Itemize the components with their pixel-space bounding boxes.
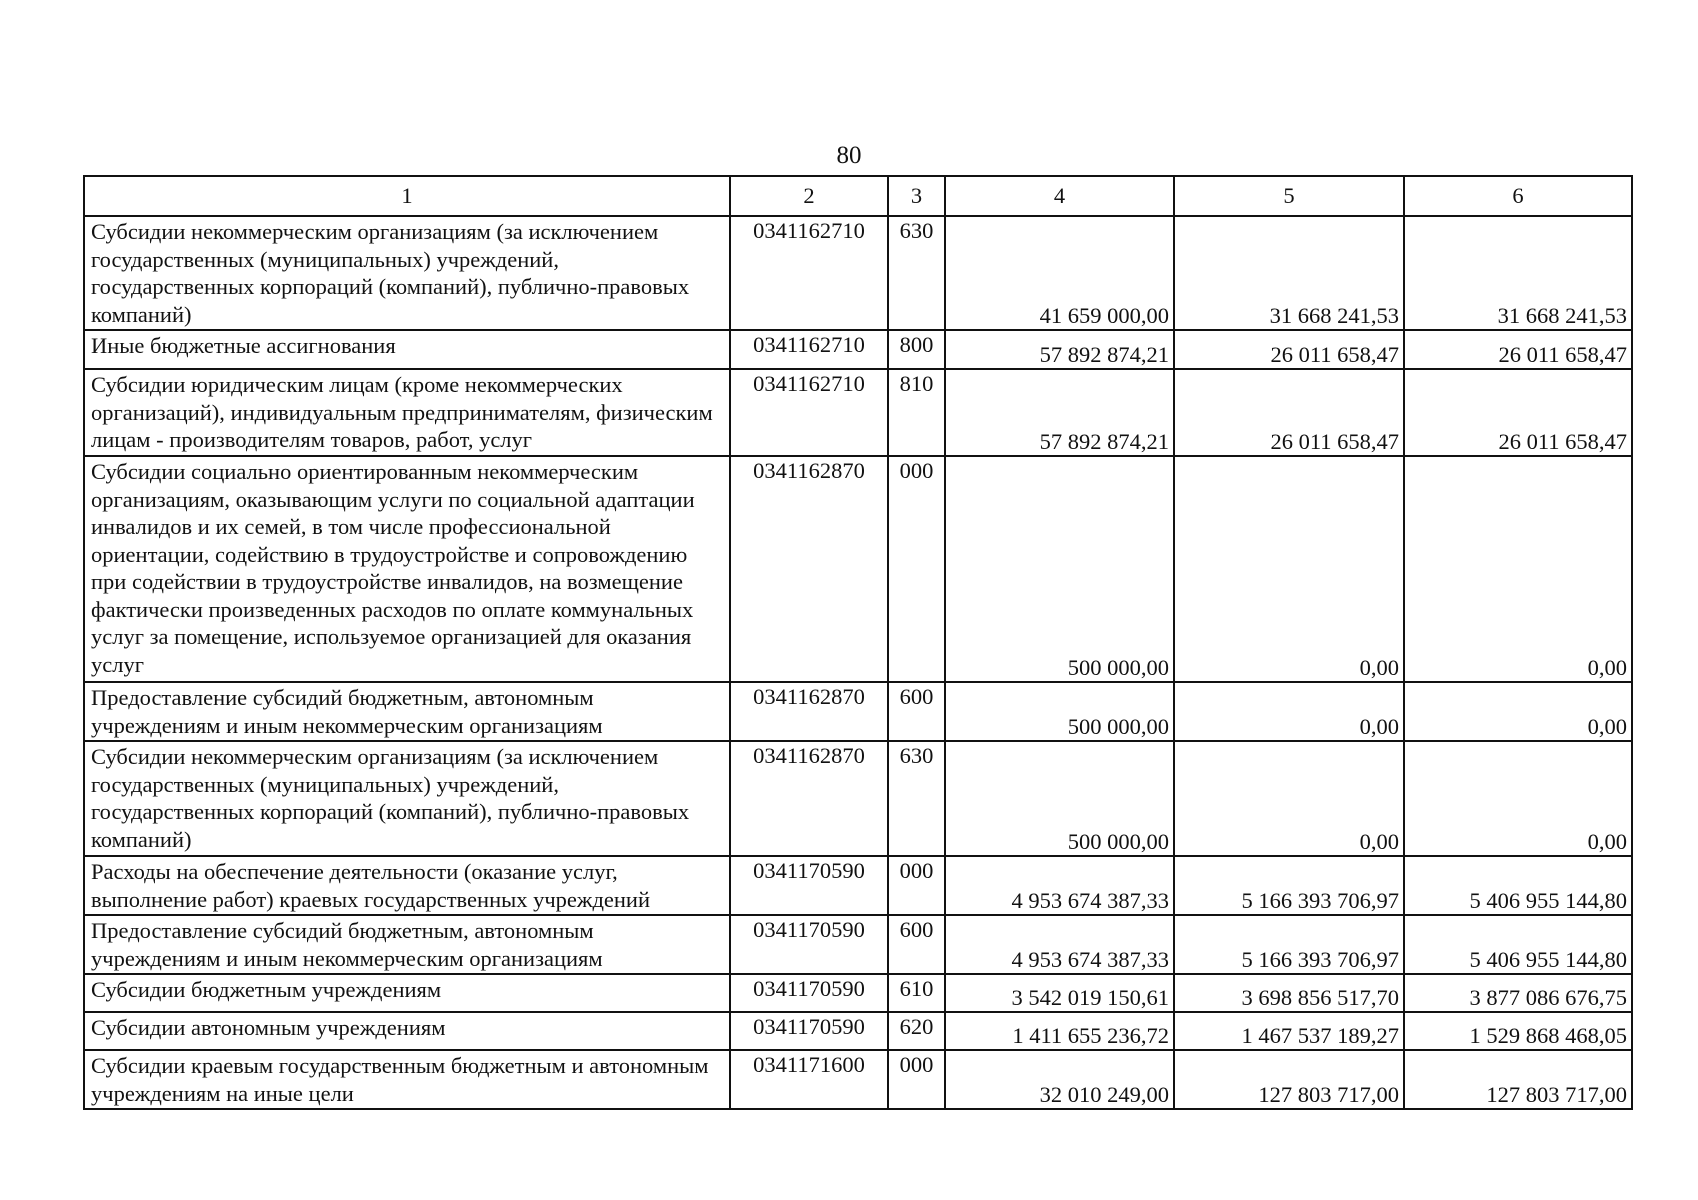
- table-row: [84, 456, 1632, 682]
- row-code-cell: 0341162870: [730, 741, 888, 856]
- row-value-col6: 127 803 717,00: [1404, 1050, 1632, 1109]
- row-code-cell: 0341162710: [730, 330, 888, 369]
- row-name-cell: Предоставление субсидий бюджетным, автономным учреждениям и иным некоммерческим организациям: [84, 915, 730, 974]
- table-row: [84, 856, 1632, 915]
- row-type-cell: 810: [888, 369, 945, 456]
- row-value-col5: 0,00: [1174, 456, 1404, 682]
- row-name-cell: Иные бюджетные ассигнования: [84, 330, 730, 369]
- row-name-cell: Субсидии юридическим лицам (кроме некоммерческих организаций), индивидуальным предпринимателям, физическим лицам - производителям товаров, работ, услуг: [84, 369, 730, 456]
- row-type-cell: 800: [888, 330, 945, 369]
- row-name-cell: Субсидии социально ориентированным некоммерческим организациям, оказывающим услуги по социальной адаптации инвалидов и их семей, в том числе профессиональной ориентации, содействию в трудоустройстве и сопровождению при содействии в трудоустройстве инвалидов, на возмещение фактически произведенных расходов по оплате коммунальных услуг за помещение, используемое организацией для оказания услуг: [84, 456, 730, 682]
- table-row: [84, 682, 1632, 741]
- row-type-cell: 000: [888, 856, 945, 915]
- table-row: [84, 974, 1632, 1012]
- table-row: [84, 1012, 1632, 1050]
- row-value-col4: 32 010 249,00: [945, 1050, 1174, 1109]
- row-code-cell: 0341170590: [730, 915, 888, 974]
- table-row: [84, 741, 1632, 856]
- row-value-col6: 1 529 868 468,05: [1404, 1012, 1632, 1050]
- row-value-col6: 3 877 086 676,75: [1404, 974, 1632, 1012]
- row-value-col4: 57 892 874,21: [945, 330, 1174, 369]
- row-value-col6: 26 011 658,47: [1404, 369, 1632, 456]
- row-value-col5: 5 166 393 706,97: [1174, 915, 1404, 974]
- row-name-cell: Расходы на обеспечение деятельности (оказание услуг, выполнение работ) краевых государственных учреждений: [84, 856, 730, 915]
- column-header: 2: [730, 176, 888, 216]
- row-code-cell: 0341170590: [730, 856, 888, 915]
- row-code-cell: 0341162870: [730, 682, 888, 741]
- row-name-cell: Субсидии некоммерческим организациям (за исключением государственных (муниципальных) учреждений, государственных корпораций (компаний), публично-правовых компаний): [84, 741, 730, 856]
- table-row: [84, 216, 1632, 330]
- row-value-col4: 1 411 655 236,72: [945, 1012, 1174, 1050]
- row-value-col6: 0,00: [1404, 682, 1632, 741]
- row-value-col5: 26 011 658,47: [1174, 330, 1404, 369]
- row-type-cell: 630: [888, 741, 945, 856]
- row-value-col5: 3 698 856 517,70: [1174, 974, 1404, 1012]
- row-code-cell: 0341170590: [730, 974, 888, 1012]
- row-name-cell: Субсидии бюджетным учреждениям: [84, 974, 730, 1012]
- row-value-col4: 3 542 019 150,61: [945, 974, 1174, 1012]
- table-row: [84, 915, 1632, 974]
- row-name-cell: Предоставление субсидий бюджетным, автономным учреждениям и иным некоммерческим организациям: [84, 682, 730, 741]
- row-type-cell: 000: [888, 1050, 945, 1109]
- row-code-cell: 0341170590: [730, 1012, 888, 1050]
- row-value-col5: 5 166 393 706,97: [1174, 856, 1404, 915]
- column-header: 4: [945, 176, 1174, 216]
- row-value-col6: 5 406 955 144,80: [1404, 856, 1632, 915]
- row-value-col6: 5 406 955 144,80: [1404, 915, 1632, 974]
- page-number: 80: [836, 142, 862, 169]
- row-value-col5: 26 011 658,47: [1174, 369, 1404, 456]
- row-value-col4: 57 892 874,21: [945, 369, 1174, 456]
- row-value-col4: 4 953 674 387,33: [945, 856, 1174, 915]
- budget-table: [83, 175, 1633, 1110]
- row-name-cell: Субсидии краевым государственным бюджетным и автономным учреждениям на иные цели: [84, 1050, 730, 1109]
- row-value-col5: 1 467 537 189,27: [1174, 1012, 1404, 1050]
- row-code-cell: 0341162710: [730, 369, 888, 456]
- column-header: 3: [888, 176, 945, 216]
- row-code-cell: 0341162870: [730, 456, 888, 682]
- row-value-col6: 26 011 658,47: [1404, 330, 1632, 369]
- row-value-col4: 500 000,00: [945, 456, 1174, 682]
- table-header-row: [84, 176, 1632, 216]
- row-value-col5: 31 668 241,53: [1174, 216, 1404, 330]
- row-value-col6: 0,00: [1404, 741, 1632, 856]
- row-value-col4: 500 000,00: [945, 682, 1174, 741]
- row-type-cell: 600: [888, 682, 945, 741]
- column-header: 6: [1404, 176, 1632, 216]
- column-header: 5: [1174, 176, 1404, 216]
- row-type-cell: 630: [888, 216, 945, 330]
- row-type-cell: 000: [888, 456, 945, 682]
- row-name-cell: Субсидии автономным учреждениям: [84, 1012, 730, 1050]
- row-value-col6: 31 668 241,53: [1404, 216, 1632, 330]
- row-value-col5: 0,00: [1174, 682, 1404, 741]
- row-type-cell: 620: [888, 1012, 945, 1050]
- row-type-cell: 600: [888, 915, 945, 974]
- column-header: 1: [84, 176, 730, 216]
- row-type-cell: 610: [888, 974, 945, 1012]
- table-row: [84, 1050, 1632, 1109]
- row-code-cell: 0341171600: [730, 1050, 888, 1109]
- table-row: [84, 369, 1632, 456]
- row-value-col4: 4 953 674 387,33: [945, 915, 1174, 974]
- row-value-col5: 127 803 717,00: [1174, 1050, 1404, 1109]
- row-value-col5: 0,00: [1174, 741, 1404, 856]
- row-name-cell: Субсидии некоммерческим организациям (за исключением государственных (муниципальных) учреждений, государственных корпораций (компаний), публично-правовых компаний): [84, 216, 730, 330]
- table-row: [84, 330, 1632, 369]
- row-value-col6: 0,00: [1404, 456, 1632, 682]
- row-code-cell: 0341162710: [730, 216, 888, 330]
- row-value-col4: 500 000,00: [945, 741, 1174, 856]
- row-value-col4: 41 659 000,00: [945, 216, 1174, 330]
